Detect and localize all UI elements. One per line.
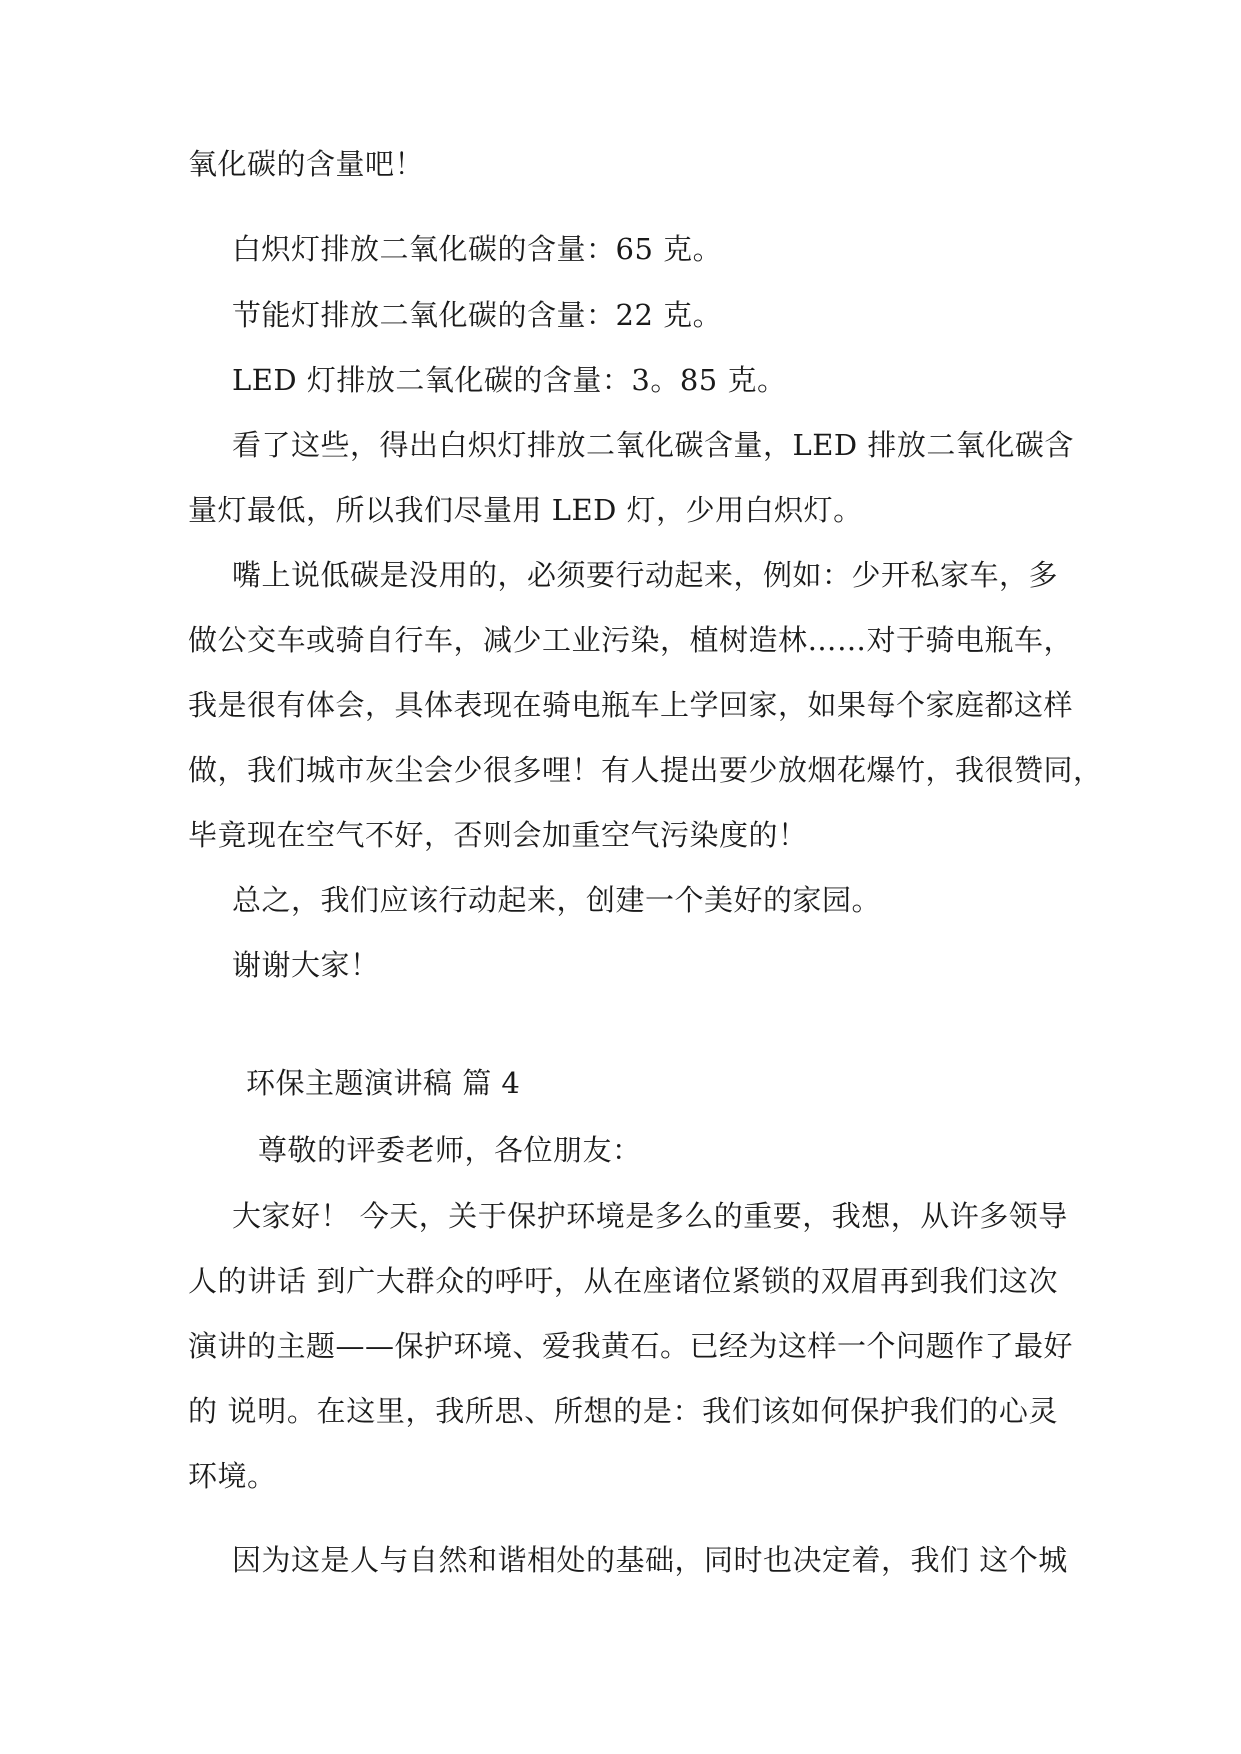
text-line: 大家好！ 今天，关于保护环境是多么的重要，我想，从许多领导 (232, 1199, 1068, 1233)
text-line: 谢谢大家！ (232, 948, 380, 982)
text-line: 因为这是人与自然和谐相处的基础，同时也决定着，我们 这个城 (232, 1543, 1068, 1577)
text-line: 环境。 (188, 1459, 277, 1493)
text-line: 我是很有体会，具体表现在骑电瓶车上学回家，如果每个家庭都这样 (188, 688, 1074, 722)
text-line: 白炽灯排放二氧化碳的含量：65 克。 (232, 232, 723, 266)
text-line: 嘴上说低碳是没用的，必须要行动起来，例如：少开私家车，多 (232, 558, 1059, 592)
text-line: 氧化碳的含量吧！ (188, 147, 425, 181)
text-line: 做，我们城市灰尘会少很多哩！有人提出要少放烟花爆竹，我很赞同， (188, 753, 1103, 787)
salutation: 尊敬的评委老师，各位朋友： (258, 1133, 642, 1167)
text-line: 看了这些，得出白炽灯排放二氧化碳含量，LED 排放二氧化碳含 (232, 428, 1074, 462)
text-line: LED 灯排放二氧化碳的含量：3。85 克。 (232, 363, 787, 397)
section-heading: 环保主题演讲稿 篇 4 (246, 1066, 521, 1100)
text-line: 的 说明。在这里，我所思、所想的是：我们该如何保护我们的心灵 (188, 1394, 1058, 1428)
text-line: 人的讲话 到广大群众的呼吁，从在座诸位紧锁的双眉再到我们这次 (188, 1264, 1058, 1298)
text-line: 毕竟现在空气不好，否则会加重空气污染度的！ (188, 818, 808, 852)
text-line: 节能灯排放二氧化碳的含量：22 克。 (232, 298, 723, 332)
text-line: 做公交车或骑自行车，减少工业污染，植树造林……对于骑电瓶车， (188, 623, 1074, 657)
text-line: 演讲的主题——保护环境、爱我黄石。已经为这样一个问题作了最好 (188, 1329, 1074, 1363)
text-line: 量灯最低，所以我们尽量用 LED 灯，少用白炽灯。 (188, 493, 863, 527)
text-line: 总之，我们应该行动起来，创建一个美好的家园。 (232, 883, 882, 917)
